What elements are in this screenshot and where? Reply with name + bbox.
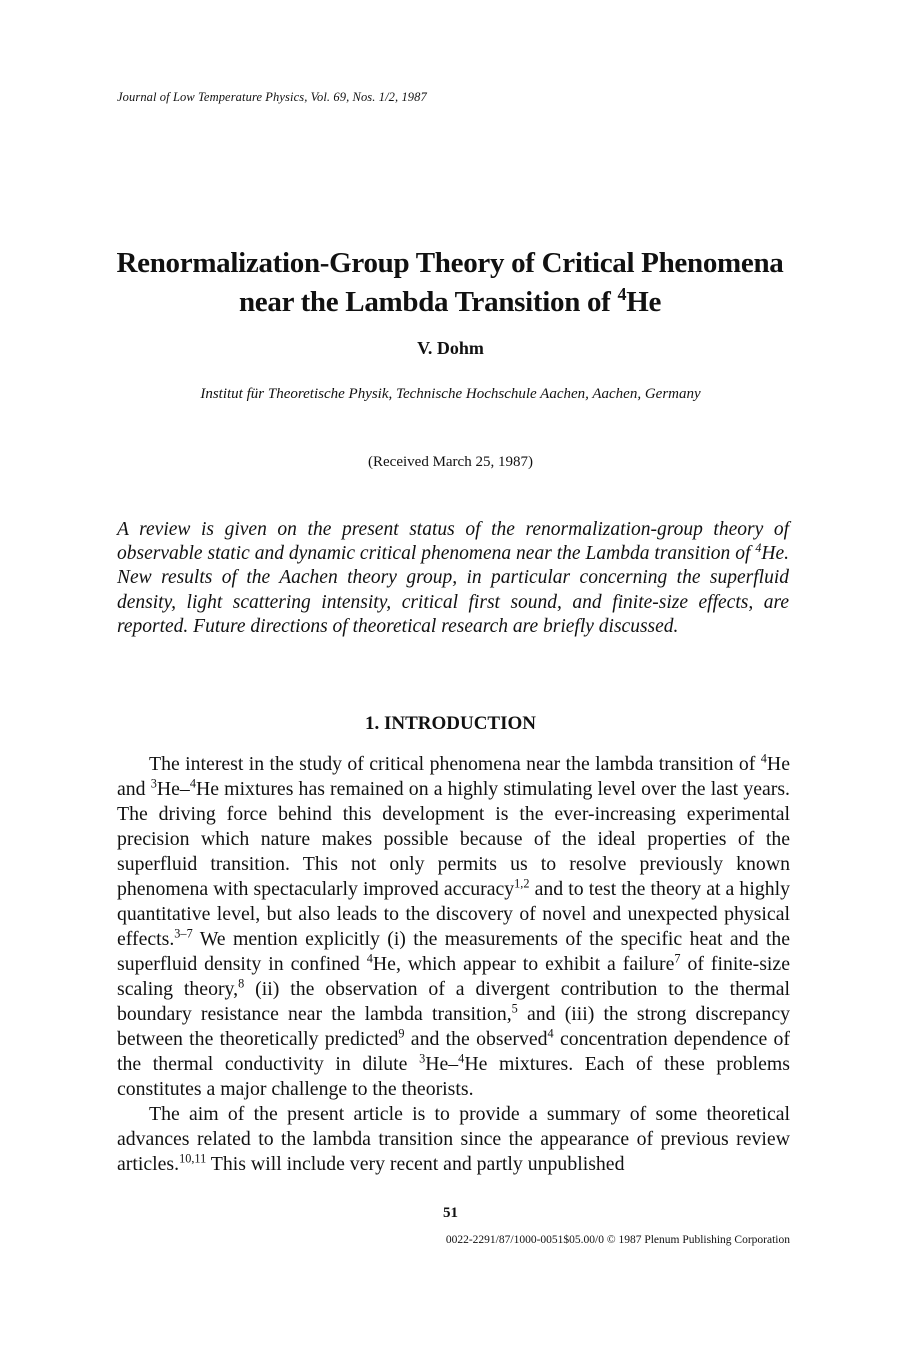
p1-text: concentration dependence of the thermal conductivity in dilute [117,1028,790,1075]
abstract-superscript: 4 [755,540,762,555]
p1-citation: 9 [398,1026,405,1041]
p2-text: This will include very recent and partly unpublished [206,1153,625,1175]
p1-text: He and [117,753,790,800]
p1-text: He– [156,778,190,800]
p1-citation: 5 [511,1001,518,1016]
p1-text: and (iii) the strong discrepancy between the theoretically predicted [117,1003,790,1050]
p1-text: We mention explicitly (i) the measurements of the specific heat and the superfluid density in confined [117,928,790,975]
p1-citation: 8 [238,976,245,991]
section-heading: 1. INTRODUCTION [364,713,537,734]
p1-citation: 4 [547,1026,554,1041]
copyright-line: 0022-2291/87/1000-0051$05.00/0 © 1987 Plenum Publishing Corporation [445,1234,790,1246]
p1-text: He mixtures. Each of these problems constitutes a major challenge to the theorists. [117,1053,790,1100]
abstract-text-1: A review is given on the present status of the renormalization-group theory of observable static and dynamic critical phenomena near the Lambda transition of [117,519,789,565]
affiliation: Institut für Theoretische Physik, Technische Hochschule Aachen, Aachen, Germany [200,386,701,402]
paragraph-1 [117,752,790,1102]
p2-text: The aim of the present article is to provide a summary of some theoretical advances related to the lambda transition since the appearance of previous review articles. [117,1103,790,1175]
page-number: 51 [443,1205,458,1221]
p1-citation: 1,2 [514,876,530,891]
p1-text: He mixtures has remained on a highly stimulating level over the last years. The driving force behind this development is the ever-increasing experimental precision which nature makes possible because of the ideal properties of the superfluid transition. This not only permits us to resolve previously known phenomena with spectacularly improved accuracy [117,778,790,900]
received-date: (Received March 25, 1987) [368,454,533,470]
p1-sup: 4 [366,951,373,966]
p1-sup: 4 [760,751,767,766]
p1-text: and to test the theory at a highly quantitative level, but also leads to the discovery of novel and unexpected physical effects. [117,878,790,950]
p1-text: He, which appear to exhibit a failure [372,953,675,975]
title-line-2 [60,283,840,322]
p1-text: and the observed [404,1028,548,1050]
abstract [117,518,789,639]
p1-sup: 4 [189,776,196,791]
body-text [117,752,790,1177]
abstract-text-2: He. New results of the Aachen theory group, in particular concerning the superfluid density, light scattering intensity, critical first sound, and finite-size effects, are reported. Future directions of theoretical research are briefly discussed. [117,543,789,637]
title-superscript: 4 [617,284,627,305]
paper-title [60,244,840,322]
title-line-1: Renormalization-Group Theory of Critical Phenomena [116,247,784,279]
p1-citation: 7 [674,951,681,966]
p2-citation: 10,11 [179,1151,207,1166]
p1-sup: 3 [419,1051,426,1066]
p1-text: of finite-size scaling theory, [117,953,790,1000]
journal-citation: Journal of Low Temperature Physics, Vol. 69, Nos. 1/2, 1987 [117,90,427,104]
title-line-2-text: near the Lambda Transition of [238,286,618,318]
paragraph-2 [117,1102,790,1177]
p1-sup: 4 [458,1051,465,1066]
title-line-2-end: He [626,286,662,318]
p1-text: (ii) the observation of a divergent contribution to the thermal boundary resistance near the lambda transition, [117,978,791,1025]
p1-citation: 3–7 [174,926,193,941]
p1-text: The interest in the study of critical phenomena near the lambda transition of [149,753,761,775]
p1-text: He– [425,1053,459,1075]
author: V. Dohm [417,338,484,358]
p1-sup: 3 [150,776,157,791]
